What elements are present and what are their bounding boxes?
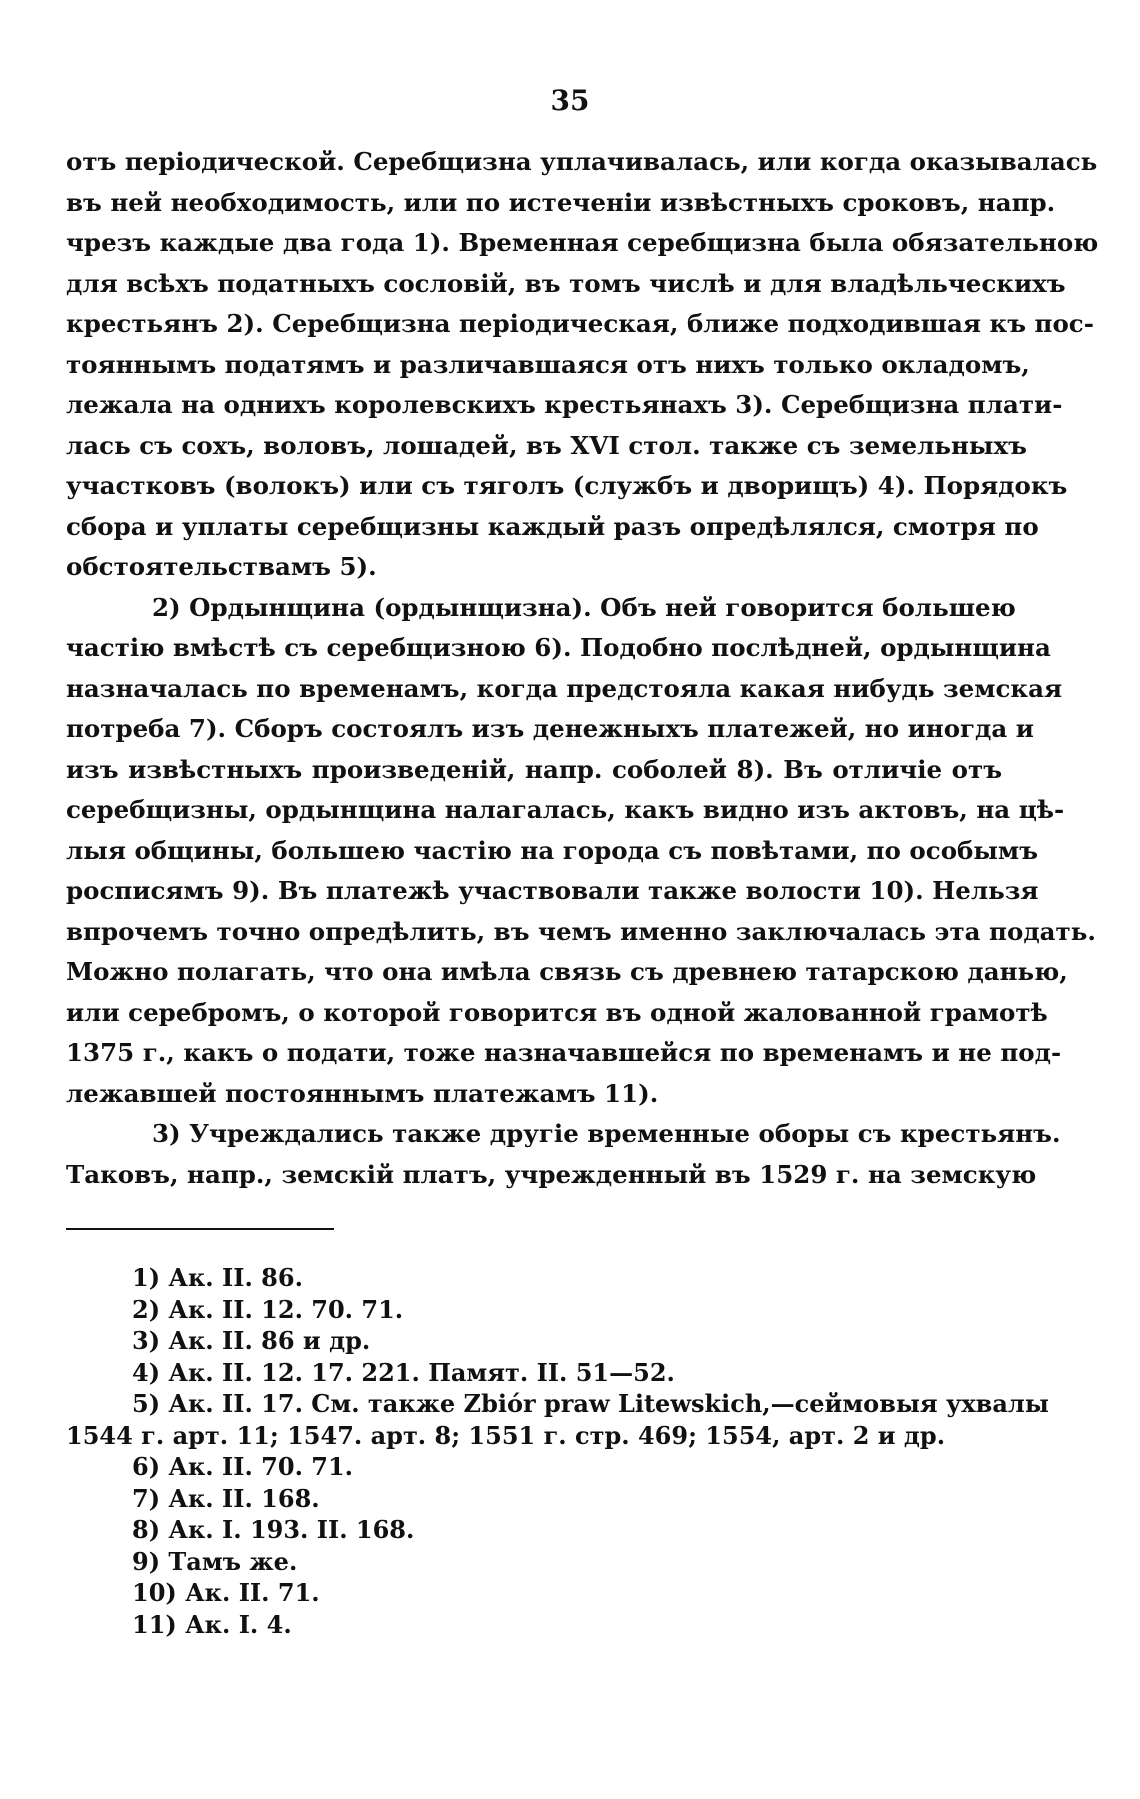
text-line: 1375 г., какъ о подати, тоже назначавшейся по временамъ и не под- — [66, 1038, 1062, 1067]
text-line: потреба 7). Сборъ состоялъ изъ денежныхъ платежей, но иногда и — [66, 714, 1034, 743]
footnote: 7) Ак. II. 168. — [132, 1483, 320, 1513]
paragraph-start: 3) Учреждались также другіе временные оборы съ крестьянъ. — [152, 1119, 1061, 1148]
text-line: крестьянъ 2). Серебщизна періодическая, ближе подходившая къ пос- — [66, 309, 1094, 338]
footnote: 5) Ак. II. 17. См. также Zbiór praw Litewskich,—сеймовыя ухвалы — [132, 1389, 1049, 1418]
text-line: чрезъ каждые два года 1). Временная серебщизна была обязательною — [66, 228, 1099, 257]
text-line: участковъ (волокъ) или съ тяголъ (службъ и дворищъ) 4). Порядокъ — [66, 471, 1068, 500]
footnote: 9) Тамъ же. — [132, 1546, 298, 1576]
text-line: серебщизны, ордынщина налагалась, какъ видно изъ актовъ, на цѣ- — [66, 795, 1065, 824]
text-line: Таковъ, напр., земскій платъ, учрежденный въ 1529 г. на земскую — [66, 1159, 1037, 1189]
text-line: изъ извѣстныхъ произведеній, напр. соболей 8). Въ отличіе отъ — [66, 754, 1002, 784]
page-number: 35 — [550, 84, 590, 117]
footnote: 1) Ак. II. 86. — [132, 1263, 303, 1292]
footnote-separator — [66, 1228, 334, 1230]
text-line: впрочемъ точно опредѣлить, въ чемъ именно заключалась эта подать. — [66, 916, 1096, 946]
text-line: лась съ сохъ, воловъ, лошадей, въ XVI стол. также съ земельныхъ — [66, 430, 1027, 460]
footnote-continuation: 1544 г. арт. 11; 1547. арт. 8; 1551 г. стр. 469; 1554, арт. 2 и др. — [66, 1420, 946, 1450]
footnote: 8) Ак. I. 193. II. 168. — [132, 1515, 415, 1544]
footnote: 3) Ак. II. 86 и др. — [132, 1326, 371, 1355]
footnote: 10) Ак. II. 71. — [132, 1578, 320, 1607]
text-line: для всѣхъ податныхъ сословій, въ томъ числѣ и для владѣльческихъ — [66, 268, 1066, 298]
text-line: Можно полагать, что она имѣла связь съ древнею татарскою данью, — [66, 957, 1068, 986]
footnote: 6) Ак. II. 70. 71. — [132, 1452, 354, 1481]
text-line: сбора и уплаты серебщизны каждый разъ опредѣлялся, смотря по — [66, 511, 1039, 541]
footnote: 11) Ак. I. 4. — [132, 1609, 292, 1639]
text-line: росписямъ 9). Въ платежѣ участвовали также волости 10). Нельзя — [66, 876, 1039, 905]
footnote: 4) Ак. II. 12. 17. 221. Памят. II. 51—52. — [132, 1357, 675, 1387]
text-line: частію вмѣстѣ съ серебщизною 6). Подобно послѣдней, ордынщина — [66, 633, 1051, 662]
text-line: въ ней необходимость, или по истеченіи извѣстныхъ сроковъ, напр. — [66, 187, 1056, 217]
text-line: лыя общины, большею частію на города съ повѣтами, по особымъ — [66, 835, 1039, 865]
text-line: лежала на однихъ королевскихъ крестьянахъ 3). Серебщизна плати- — [66, 390, 1063, 419]
main-text — [66, 142, 1099, 1195]
text-line: обстоятельствамъ 5). — [66, 552, 377, 581]
text-line: назначалась по временамъ, когда предстояла какая нибудь земская — [66, 673, 1063, 703]
text-line: отъ періодической. Серебщизна уплачивалась, или когда оказывалась — [66, 147, 1098, 176]
footnotes — [66, 1262, 1049, 1640]
footnote: 2) Ак. II. 12. 70. 71. — [132, 1294, 404, 1324]
paragraph-start: 2) Ордынщина (ордынщизна). Объ ней говорится большею — [152, 592, 1016, 622]
text-line: тояннымъ податямъ и различавшаяся отъ нихъ только окладомъ, — [66, 349, 1030, 379]
text-line: или серебромъ, о которой говорится въ одной жалованной грамотѣ — [66, 997, 1048, 1027]
text-line: лежавшей постояннымъ платежамъ 11). — [66, 1078, 659, 1108]
